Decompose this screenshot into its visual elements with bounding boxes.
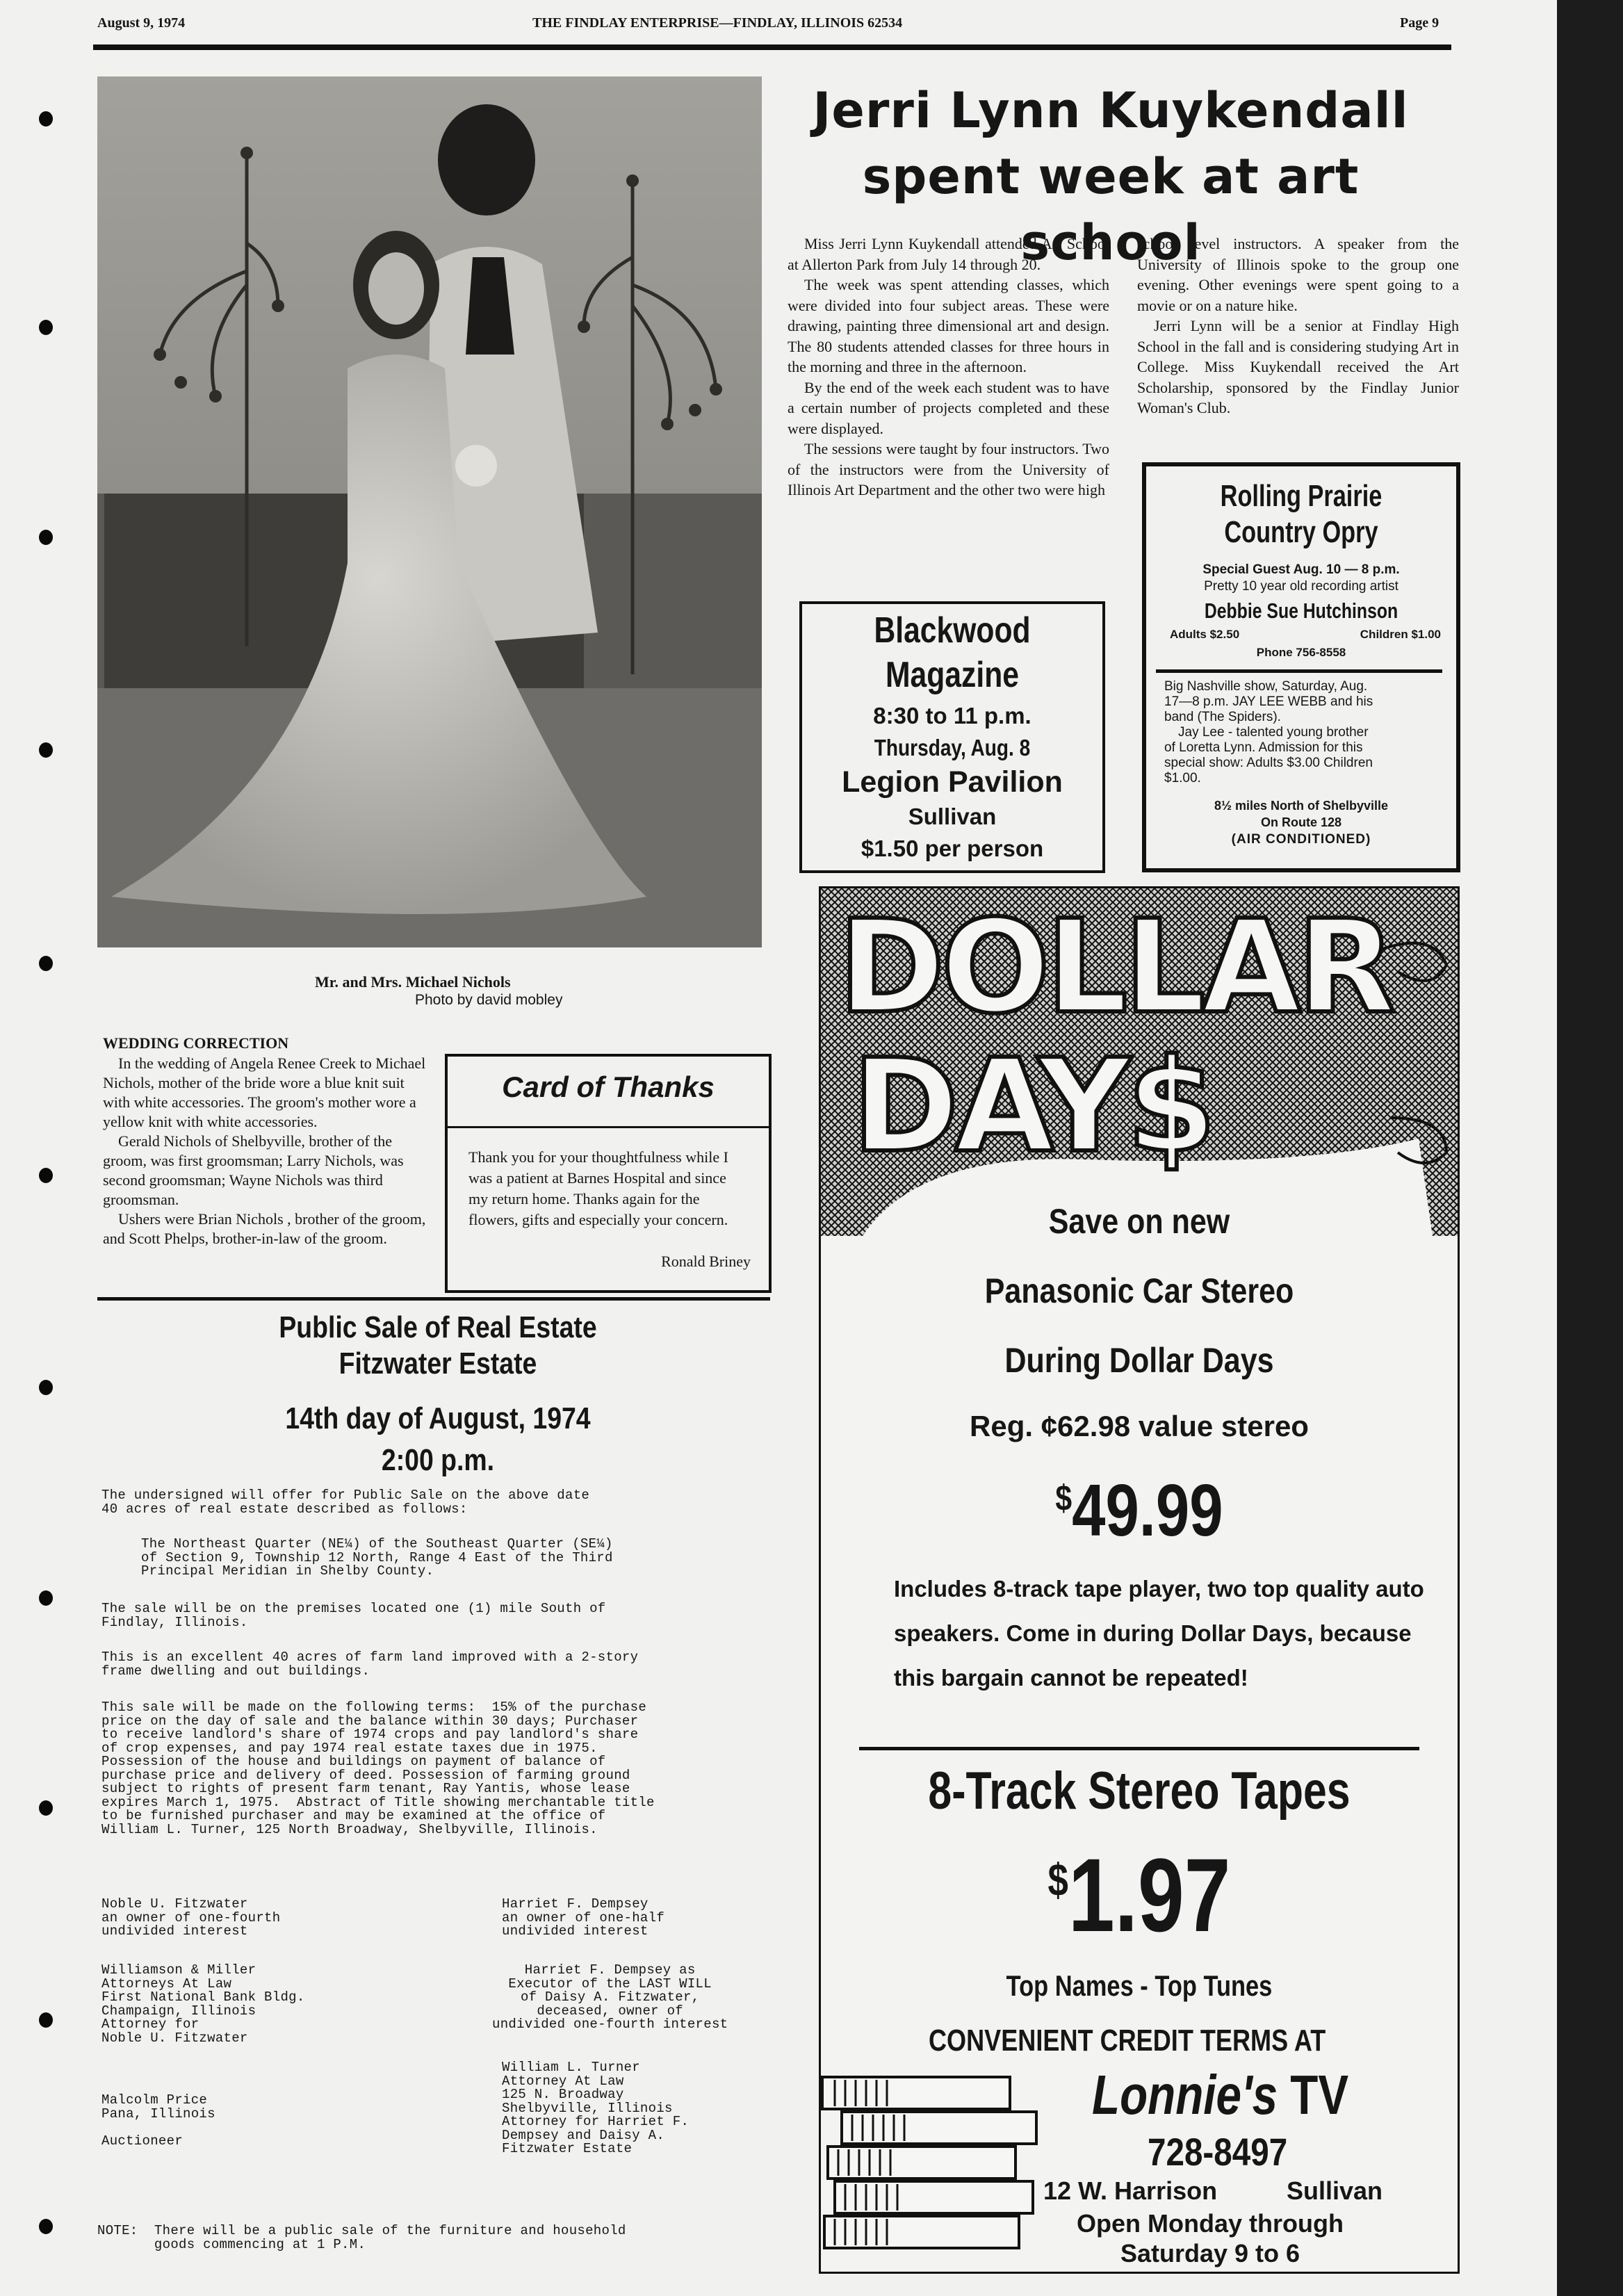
binder-hole [39, 320, 53, 335]
article-paragraph: The week was spent attending classes, which were divided into four subject areas. These were drawing, painting three dimensional art and design. The 80 students attended classes for three hours in the morning and three in the afternoon. [788, 276, 1109, 375]
binder-hole [39, 530, 53, 545]
ad-regular-price: Reg. ¢62.98 value stereo [970, 1410, 1309, 1442]
headline-line-1: Jerri Lynn Kuykendall [813, 82, 1409, 139]
article-paragraph: school level instructors. A speaker from the University of Illinois spoke to the group one evening. Other evenings were spent going to a movie or on a nature hike. [1137, 235, 1459, 314]
sale-auctioneer: Malcolm Price Pana, Illinois Auctioneer [101, 2092, 215, 2149]
rp-show-line: Jay Lee - talented young brother [1178, 725, 1369, 740]
sale-location: The sale will be on the premises located one (1) mile South of Findlay, Illinois. [101, 1601, 606, 1630]
credit-terms: CONVENIENT CREDIT TERMS AT [929, 2024, 1326, 2058]
rp-show-line: special show: Adults $3.00 Children [1164, 756, 1373, 770]
banner-days: DAY$ [852, 1031, 1212, 1181]
wedding-paragraph: In the wedding of Angela Renee Creek to Michael Nichols, mother of the bride wore a blue knit suit with white accessories. The groom's mother wore a yellow knit with white accessories. [103, 1055, 426, 1130]
price-amount: 49.99 [1072, 1469, 1223, 1552]
binder-hole [39, 1168, 53, 1183]
sale-date: 14th day of August, 1974 [285, 1401, 591, 1435]
bw-name-1: Blackwood [874, 610, 1031, 651]
sale-right-owner: Harriet F. Dempsey an owner of one-half undivided interest [502, 1896, 665, 1939]
rp-show-text [1164, 679, 1442, 786]
thanks-divider [448, 1126, 769, 1128]
rp-title-2: Country Opry [1224, 515, 1378, 549]
tape-stack-illustration [821, 2070, 1043, 2272]
page-edge [1557, 0, 1623, 2296]
wedding-correction-title: WEDDING CORRECTION [103, 1034, 289, 1052]
rp-show-line: Big Nashville show, Saturday, Aug. [1164, 679, 1368, 694]
sale-left-attorneys: Williamson & Miller Attorneys At Law First National Bank Bldg. Champaign, Illinois Attorney for Noble U. Fitzwater [101, 1962, 305, 2046]
price-dollar-sign: $ [1055, 1478, 1073, 1519]
rp-air-conditioned: (AIR CONDITIONED) [1231, 832, 1371, 847]
store-name-main: Lonnie's [1092, 2064, 1278, 2126]
binder-hole [39, 1800, 53, 1816]
rp-show-line: 17—8 p.m. JAY LEE WEBB and his [1164, 694, 1373, 709]
article-paragraph: Jerri Lynn will be a senior at Findlay High School in the fall and is considering studying Art in College. Miss Kuykendall received the Art Scholarship, sponsored by the Findlay Junior Woman's Club. [1137, 317, 1459, 416]
store-name [1092, 2063, 1348, 2127]
sale-description: This is an excellent 40 acres of farm land improved with a 2-story frame dwelling and out buildings. [101, 1650, 639, 1679]
rolling-prairie-ad [1142, 462, 1460, 872]
rp-phone: Phone 756-8558 [1256, 646, 1346, 659]
wedding-photo [97, 76, 762, 947]
store-hours-2: Saturday 9 to 6 [1120, 2239, 1300, 2267]
ad-divider [859, 1747, 1419, 1750]
sale-legal-description: The Northeast Quarter (NE¼) of the Southeast Quarter (SE¼) of Section 9, Township 12 North, Range 4 East of the Third Principal Meridian in Shelby County. [141, 1536, 613, 1579]
ad-line-3: During Dollar Days [1004, 1341, 1274, 1380]
sale-right-attorney: William L. Turner Attorney At Law 125 N. Broadway Shelbyville, Illinois Attorney for Harriet F. Dempsey and Daisy A. Fitzwater Estate [502, 2060, 690, 2156]
rp-show-line: of Loretta Lynn. Admission for this [1164, 740, 1363, 755]
binder-hole [39, 2012, 53, 2028]
top-names: Top Names - Top Tunes [1006, 1969, 1273, 2002]
sale-note: NOTE: There will be a public sale of the furniture and household goods commencing at 1 P.M. [97, 2223, 626, 2252]
tapes-heading: 8-Track Stereo Tapes [928, 1761, 1351, 1821]
rp-adults-price: Adults $2.50 [1170, 628, 1240, 641]
article-paragraph: The sessions were taught by four instructors. Two of the instructors were from the University of Illinois Art Department and the other two were high [788, 440, 1109, 498]
bw-venue: Legion Pavilion [842, 765, 1063, 799]
thanks-title: Card of Thanks [502, 1070, 715, 1103]
rp-artist: Debbie Sue Hutchinson [1204, 599, 1398, 623]
rp-show-line: band (The Spiders). [1164, 710, 1281, 724]
sale-title-2: Fitzwater Estate [339, 1346, 537, 1381]
rp-title-1: Rolling Prairie [1220, 479, 1383, 513]
dollar-days-ad [819, 886, 1460, 2274]
binder-hole [39, 1590, 53, 1606]
thanks-signature: Ronald Briney [661, 1253, 751, 1270]
article-column-1 [788, 234, 1109, 500]
headline-line-2: spent week at art school [862, 148, 1360, 272]
page-number: Page 9 [1400, 15, 1440, 31]
store-town: Sullivan [1287, 2176, 1383, 2205]
tape-price-dollar-sign: $ [1047, 1854, 1068, 1905]
store-phone: 728-8497 [1148, 2130, 1288, 2174]
bw-name-2: Magazine [886, 655, 1019, 695]
wedding-correction-body [103, 1054, 426, 1248]
binder-hole [39, 956, 53, 971]
bw-time: 8:30 to 11 p.m. [873, 703, 1031, 728]
photo-credit: Photo by david mobley [415, 992, 563, 1008]
page-date: August 9, 1974 [97, 15, 186, 31]
tape-price-amount: 1.97 [1068, 1837, 1231, 1953]
sale-title-1: Public Sale of Real Estate [279, 1310, 597, 1344]
binder-hole [39, 1380, 53, 1395]
article-paragraph: By the end of the week each student was to have a certain number of projects completed and these were displayed. [788, 378, 1109, 437]
binder-hole [39, 111, 53, 127]
tape-price [885, 1835, 1394, 1955]
article-column-2 [1137, 234, 1459, 418]
banner-dollar: DOLLAR [838, 892, 1392, 1042]
rp-show-line: $1.00. [1164, 771, 1201, 785]
masthead-rule [93, 44, 1451, 50]
blackwood-magazine-ad [799, 601, 1105, 873]
paper-name: THE FINDLAY ENTERPRISE—FINDLAY, ILLINOIS 62534 [532, 15, 903, 31]
store-address: 12 W. Harrison [1043, 2176, 1218, 2205]
binder-hole [39, 2219, 53, 2234]
section-rule [97, 1297, 770, 1301]
article-paragraph: Miss Jerri Lynn Kuykendall attended Art School at Allerton Park from July 14 through 20. [788, 235, 1109, 273]
store-name-tv: TV [1290, 2064, 1349, 2126]
sale-terms: This sale will be made on the following terms: 15% of the purchase price on the day of sale and the balance within 30 days; Purchaser to receive landlord's share of 1974 crops and pay landlord's share of crop expenses, and pay 1974 real estate taxes due in 1975. Possession of the house and buildings on payment of balance of purchase price and delivery of deed. Possession of farming ground subject to rights of present farm tenant, Ray Yantis, whose lease expires March 1, 1975. Abstract of Title showing merchantable title to be furnished purchaser and may be examined at the office of William L. Turner, 125 North Broadway, Shelbyville, Illinois. [101, 1700, 655, 1837]
sale-time: 2:00 p.m. [381, 1443, 495, 1477]
rp-directions: 8½ miles North of Shelbyville [1214, 799, 1389, 813]
ad-sale-price [878, 1469, 1400, 1553]
rp-guest-desc: Pretty 10 year old recording artist [1204, 579, 1398, 594]
wedding-paragraph: Gerald Nichols of Shelbyville, brother of the groom, was first groomsman; Larry Nichols, was second groomsman; Wayne Nichols was third groomsman. [103, 1132, 404, 1208]
rp-children-price: Children $1.00 [1360, 628, 1441, 641]
store-hours-1: Open Monday through [1077, 2209, 1344, 2238]
sale-right-executor: Harriet F. Dempsey as Executor of the LAST WILL of Daisy A. Fitzwater, deceased, owner of undivided one-fourth interest [492, 1962, 728, 2032]
bw-price: $1.50 per person [861, 836, 1044, 861]
photo-caption: Mr. and Mrs. Michael Nichols [315, 973, 511, 991]
bw-date: Thursday, Aug. 8 [874, 735, 1031, 760]
thanks-body: Thank you for your thoughtfulness while I was a patient at Barnes Hospital and since my return home. Thanks again for the flowers, gifts and especially your concern. [468, 1148, 728, 1228]
ad-description: Includes 8-track tape player, two top quality auto speakers. Come in during Dollar Days, because this bargain cannot be repeated! [894, 1576, 1424, 1691]
ad-line-1: Save on new [1048, 1202, 1230, 1241]
card-of-thanks [445, 1054, 772, 1293]
sale-intro: The undersigned will offer for Public Sale on the above date 40 acres of real estate described as follows: [101, 1488, 590, 1517]
binder-hole [39, 742, 53, 758]
bw-town: Sullivan [908, 804, 997, 829]
rp-divider [1156, 669, 1442, 673]
sale-left-owner: Noble U. Fitzwater an owner of one-fourth undivided interest [101, 1896, 281, 1939]
ad-line-2: Panasonic Car Stereo [984, 1271, 1294, 1310]
rp-guest: Special Guest Aug. 10 — 8 p.m. [1202, 562, 1400, 577]
rp-route: On Route 128 [1260, 815, 1342, 829]
wedding-paragraph: Ushers were Brian Nichols , brother of the groom, and Scott Phelps, brother-in-law of the groom. [103, 1210, 426, 1247]
